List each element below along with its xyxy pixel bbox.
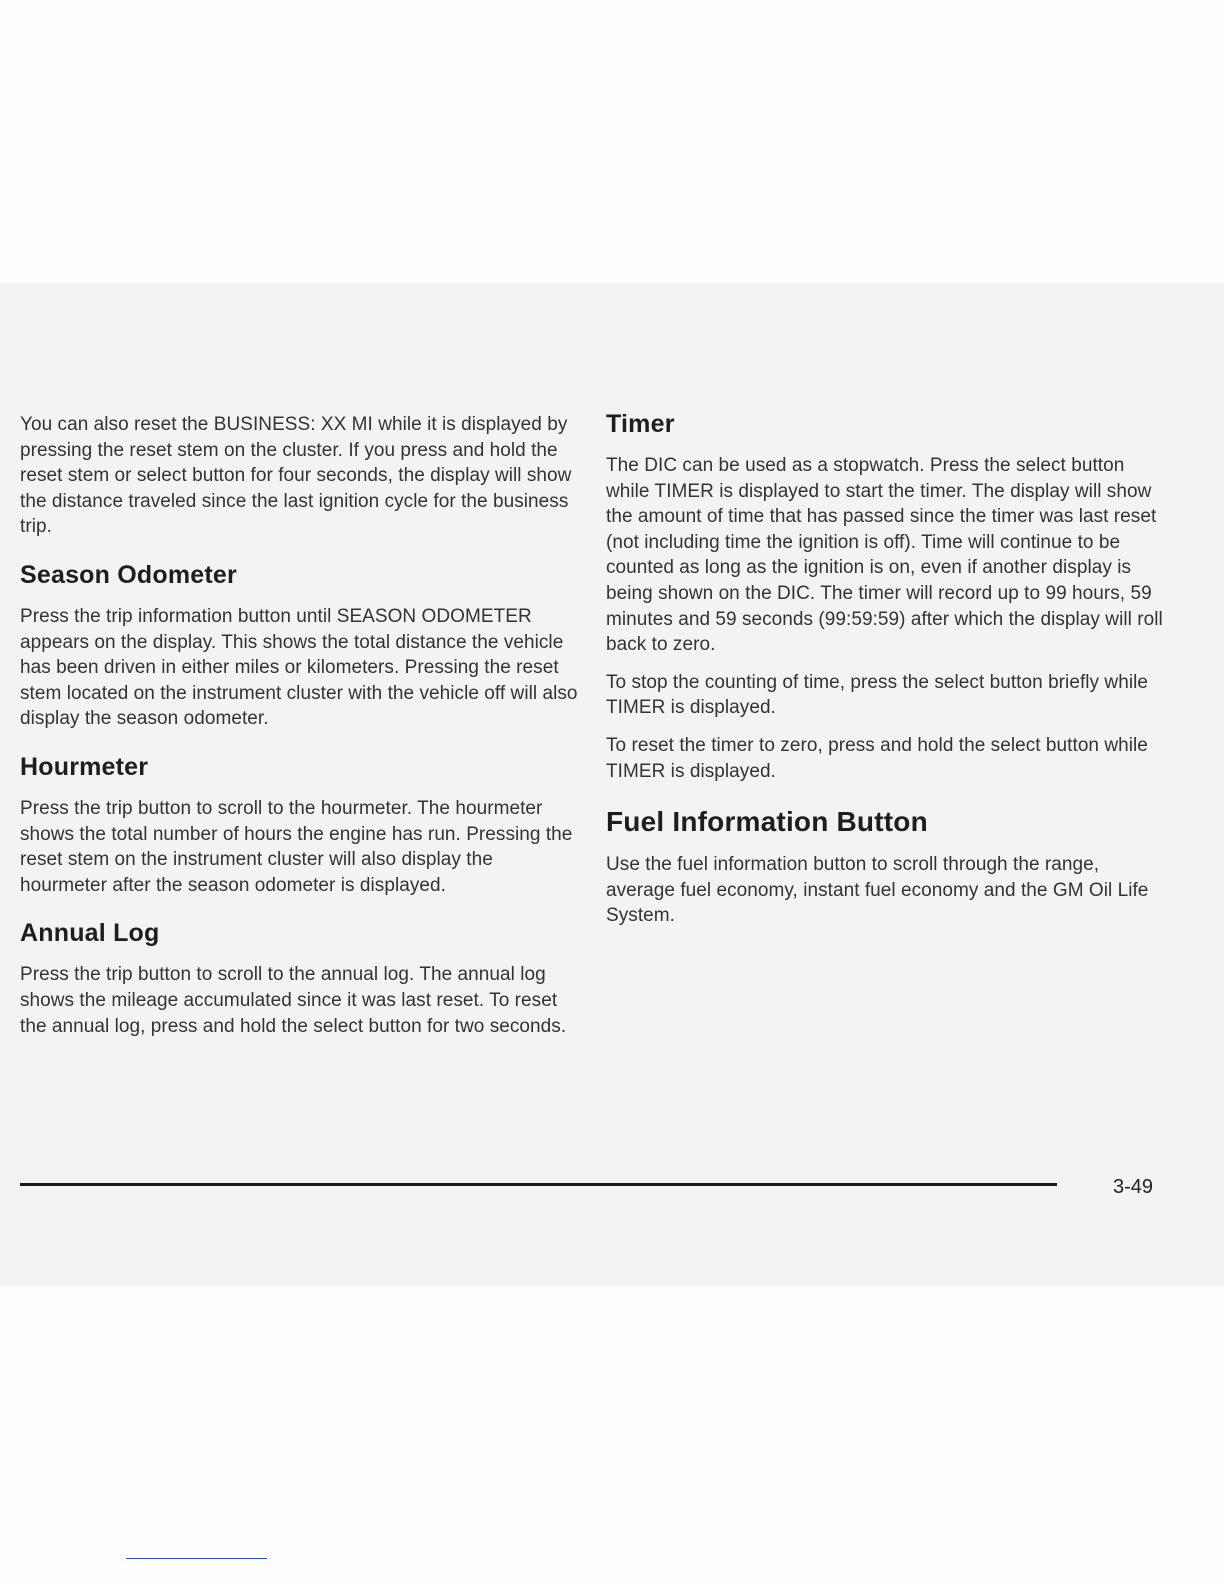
footer-rule bbox=[20, 1183, 1057, 1186]
timer-paragraph-1: The DIC can be used as a stopwatch. Press the select button while TIMER is displayed to start the timer. The display will show the amount of time that has passed since the timer was last reset (not including time the ignition is off). Time will continue to be counted as long as the ignition is on, even if another display is being shown on the DIC. The timer will record up to 99 hours, 59 minutes and 59 seconds (99:59:59) after which the display will roll back to zero. bbox=[606, 455, 1163, 656]
left-column bbox=[20, 412, 580, 1051]
page-number: 3-49 bbox=[1113, 1176, 1154, 1198]
fuel-information-heading: Fuel Information Button bbox=[606, 806, 928, 838]
intro-paragraph: You can also reset the BUSINESS: XX MI while it is displayed by pressing the reset stem on the cluster. If you press and hold the reset stem or select button for four seconds, the display will show the distance traveled since the last ignition cycle for the business trip. bbox=[20, 414, 572, 538]
annual-log-paragraph: Press the trip button to scroll to the annual log. The annual log shows the mileage accumulated since it was last reset. To reset the annual log, press and hold the select button for two seconds. bbox=[20, 964, 567, 1037]
season-odometer-paragraph: Press the trip information button until SEASON ODOMETER appears on the display. This shows the total distance the vehicle has been driven in either miles or kilometers. Pressing the reset stem located on the instrument cluster with the vehicle off will also display the season odometer. bbox=[20, 605, 578, 730]
annual-log-heading: Annual Log bbox=[20, 919, 160, 948]
hourmeter-paragraph: Press the trip button to scroll to the hourmeter. The hourmeter shows the total number of hours the engine has run. Pressing the reset stem on the instrument cluster will also display the hourmeter after the season odometer is displayed. bbox=[20, 797, 573, 896]
timer-heading: Timer bbox=[606, 410, 675, 438]
timer-paragraph-3: To reset the timer to zero, press and hold the select button while TIMER is displayed. bbox=[606, 734, 1148, 782]
bottom-link-underline bbox=[126, 1558, 267, 1559]
fuel-information-paragraph: Use the fuel information button to scroll through the range, average fuel economy, instant fuel economy and the GM Oil Life System. bbox=[606, 854, 1149, 927]
season-odometer-heading: Season Odometer bbox=[20, 560, 237, 589]
hourmeter-heading: Hourmeter bbox=[20, 752, 149, 781]
right-column bbox=[606, 410, 1166, 941]
timer-paragraph-2: To stop the counting of time, press the select button briefly while TIMER is displayed. bbox=[606, 671, 1148, 719]
